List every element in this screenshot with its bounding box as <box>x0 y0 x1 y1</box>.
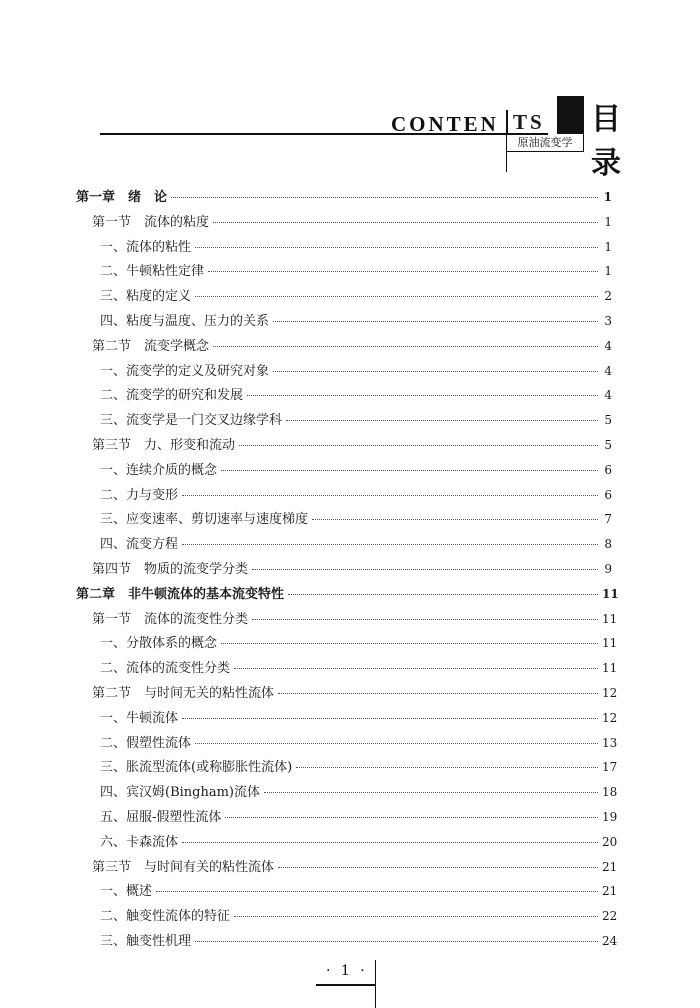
toc-entry-title: 第一节 流体的流变性分类 <box>92 611 249 627</box>
toc-entry-page: 9 <box>604 562 612 576</box>
toc-item-row[interactable] <box>100 260 612 280</box>
toc-item-row[interactable] <box>100 285 612 305</box>
toc-entry-title: 二、流体的流变性分类 <box>100 661 231 677</box>
toc-entry-title: 二、流变学的研究和发展 <box>100 388 244 404</box>
toc-entry-page: 13 <box>602 735 618 750</box>
toc-entry-title: 一、流变学的定义及研究对象 <box>100 363 270 379</box>
footer-vertical-rule <box>375 960 376 1008</box>
toc-item-row[interactable] <box>100 831 618 851</box>
toc-entry-title: 一、分散体系的概念 <box>100 636 218 652</box>
dot-leader <box>273 371 598 372</box>
toc-entry-title: 二、力与变形 <box>100 487 179 503</box>
toc-entry-page: 5 <box>604 438 612 452</box>
toc-entry-page: 1 <box>604 214 612 229</box>
dot-leader <box>195 743 598 744</box>
toc-item-row[interactable] <box>100 484 612 504</box>
toc-section-row[interactable] <box>92 211 612 231</box>
toc-entry-title: 二、牛顿粘性定律 <box>100 264 205 280</box>
page-number: · 1 · <box>326 963 368 979</box>
dot-leader <box>195 941 598 942</box>
toc-entry-title: 二、假塑性流体 <box>100 735 192 751</box>
toc-item-row[interactable] <box>100 732 618 752</box>
toc-entry-title: 三、应变速率、剪切速率与速度梯度 <box>100 512 309 528</box>
mulu-char-1: 目 <box>591 102 621 137</box>
toc-entry-page: 11 <box>602 636 618 651</box>
toc-entry-title: 四、流变方程 <box>100 537 179 553</box>
toc-entry-page: 11 <box>602 611 618 626</box>
dot-leader <box>182 495 598 496</box>
toc-item-row[interactable] <box>100 236 612 256</box>
dot-leader <box>252 569 598 570</box>
contents-heading-tail: TS <box>513 110 545 134</box>
mulu-char-2: 录 <box>591 146 621 181</box>
toc-entry-title: 一、流体的粘性 <box>100 239 192 255</box>
toc-entry-title: 二、触变性流体的特征 <box>100 909 231 925</box>
toc-entry-page: 1 <box>604 239 612 254</box>
toc-item-row[interactable] <box>100 756 618 776</box>
dot-leader <box>213 222 598 223</box>
toc-entry-page: 22 <box>602 909 618 924</box>
dot-leader <box>182 544 598 545</box>
dot-leader <box>273 321 598 322</box>
toc-section-row[interactable] <box>92 335 612 355</box>
toc-item-row[interactable] <box>100 657 618 677</box>
dot-leader <box>286 420 598 421</box>
decorative-black-block <box>557 96 584 134</box>
toc-item-row[interactable] <box>100 459 612 479</box>
dot-leader <box>171 197 598 198</box>
toc-entry-page: 1 <box>604 264 612 279</box>
toc-section-row[interactable] <box>92 558 612 578</box>
toc-entry-page: 21 <box>602 884 618 899</box>
dot-leader <box>278 693 598 694</box>
toc-entry-title: 六、卡森流体 <box>100 834 179 850</box>
toc-entry-title: 三、触变性机理 <box>100 934 192 949</box>
toc-item-row[interactable] <box>100 310 612 330</box>
toc-entry-title: 第一章 绪 论 <box>76 190 168 205</box>
toc-entry-page: 21 <box>602 859 618 874</box>
toc-entry-title: 第二节 流变学概念 <box>92 338 210 354</box>
toc-entry-page: 4 <box>604 363 612 378</box>
toc-entry-page: 5 <box>604 413 612 428</box>
toc-entry-title: 第四节 物质的流变学分类 <box>92 562 249 577</box>
dot-leader <box>156 891 598 892</box>
toc-section-row[interactable] <box>92 682 618 702</box>
toc-entry-page: 8 <box>604 537 612 552</box>
dot-leader <box>234 916 598 917</box>
toc-item-row[interactable] <box>100 930 618 950</box>
toc-entry-title: 三、流变学是一门交叉边缘学科 <box>100 413 283 429</box>
dot-leader <box>247 395 598 396</box>
toc-entry-title: 一、牛顿流体 <box>100 710 179 726</box>
toc-entry-page: 24 <box>602 934 618 948</box>
toc-entry-page: 6 <box>604 487 612 502</box>
dot-leader <box>296 767 598 768</box>
toc-item-row[interactable] <box>100 533 612 553</box>
dot-leader <box>221 470 598 471</box>
toc-item-row[interactable] <box>100 409 612 429</box>
dot-leader <box>278 867 598 868</box>
dot-leader <box>213 346 598 347</box>
toc-entry-title: 一、概述 <box>100 884 153 900</box>
contents-heading: CONTEN <box>391 112 499 136</box>
toc-item-row[interactable] <box>100 632 618 652</box>
toc-section-row[interactable] <box>92 608 618 628</box>
toc-entry-page: 18 <box>602 785 618 800</box>
toc-item-row[interactable] <box>100 508 612 528</box>
toc-entry-page: 20 <box>602 834 618 849</box>
toc-entry-page: 17 <box>602 760 618 775</box>
toc-item-row[interactable] <box>100 707 618 727</box>
footer-rule <box>316 984 376 986</box>
toc-entry-title: 四、粘度与温度、压力的关系 <box>100 314 270 329</box>
toc-entry-page: 4 <box>604 388 612 403</box>
toc-entry-page: 3 <box>604 314 612 328</box>
toc-entry-page: 12 <box>602 686 618 700</box>
dot-leader <box>234 668 598 669</box>
toc-entry-page: 11 <box>602 586 619 601</box>
toc-section-row[interactable] <box>92 856 618 876</box>
toc-entry-page: 6 <box>604 462 612 477</box>
dot-leader <box>221 643 598 644</box>
dot-leader <box>208 271 598 272</box>
toc-chapter-row[interactable] <box>76 186 612 206</box>
toc-entry-title: 第二节 与时间无关的粘性流体 <box>92 686 275 701</box>
dot-leader <box>239 445 598 446</box>
contents-heading-tail-box <box>506 110 558 134</box>
toc-entry-title: 第三节 与时间有关的粘性流体 <box>92 859 275 875</box>
toc-chapter-row[interactable] <box>76 583 619 603</box>
toc-item-row[interactable] <box>100 384 612 404</box>
dot-leader <box>182 842 598 843</box>
toc-entry-page: 12 <box>602 710 618 725</box>
toc-entry-title: 第二章 非牛顿流体的基本流变特性 <box>76 586 285 602</box>
toc-entry-page: 1 <box>603 190 612 204</box>
subtitle-divider <box>506 152 507 172</box>
toc-entry-page: 7 <box>604 512 612 527</box>
dot-leader <box>252 619 598 620</box>
toc-entry-title: 一、连续介质的概念 <box>100 462 218 478</box>
dot-leader <box>182 718 598 719</box>
toc-entry-page: 2 <box>604 289 612 304</box>
toc-item-row[interactable] <box>100 360 612 380</box>
toc-item-row[interactable] <box>100 880 618 900</box>
toc-entry-title: 四、宾汉姆(Bingham)流体 <box>100 785 260 801</box>
toc-item-row[interactable] <box>100 806 618 826</box>
toc-entry-title: 第三节 力、形变和流动 <box>92 438 236 453</box>
dot-leader <box>195 296 598 297</box>
toc-entry-page: 19 <box>602 810 618 824</box>
dot-leader <box>195 247 598 248</box>
dot-leader <box>312 519 598 520</box>
book-subtitle: 原油流变学 <box>506 134 584 152</box>
toc-item-row[interactable] <box>100 781 618 801</box>
toc-entry-title: 第一节 流体的粘度 <box>92 214 210 230</box>
toc-section-row[interactable] <box>92 434 612 454</box>
dot-leader <box>288 594 598 595</box>
toc-entry-page: 4 <box>604 338 612 353</box>
toc-entry-title: 三、粘度的定义 <box>100 289 192 305</box>
dot-leader <box>264 792 598 793</box>
toc-item-row[interactable] <box>100 905 618 925</box>
dot-leader <box>225 817 598 818</box>
toc-entry-title: 三、胀流型流体(或称膨胀性流体) <box>100 760 293 776</box>
toc-entry-title: 五、屈服-假塑性流体 <box>100 810 222 825</box>
toc-entry-page: 11 <box>602 661 618 676</box>
